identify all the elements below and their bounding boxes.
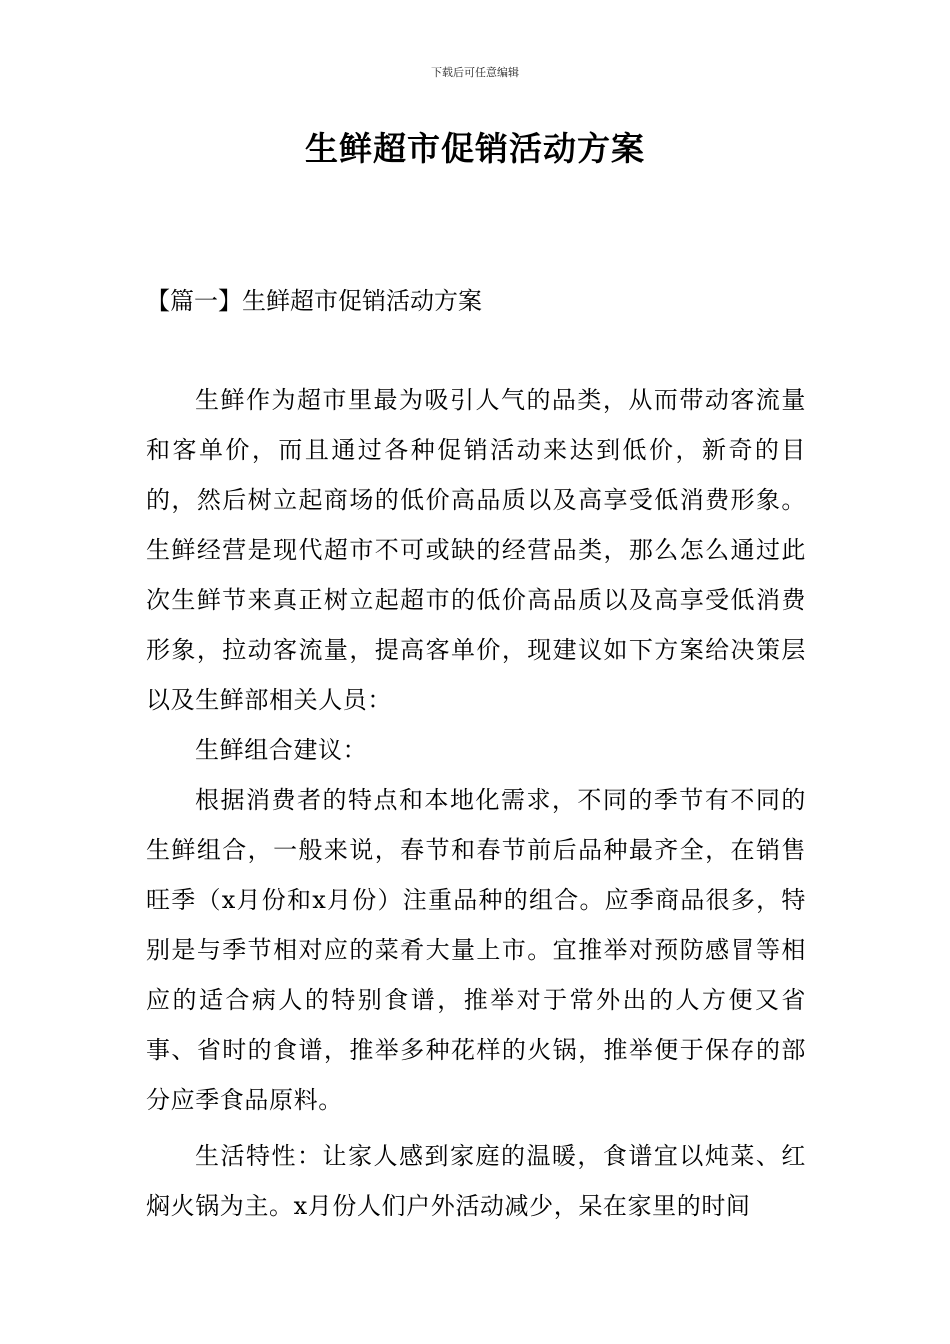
section-heading: 【篇一】生鲜超市促销活动方案 [146,287,482,315]
paragraph-intro: 生鲜作为超市里最为吸引人气的品类，从而带动客流量和客单价，而且通过各种促销活动来达到低价，新奇的目的，然后树立起商场的低价高品质以及高享受低消费形象。生鲜经营是现代超市不可或缺的经营品类，那么怎么通过此次生鲜节来真正树立起超市的低价高品质以及高享受低消费形象，拉动客流量，提高客单价，现建议如下方案给决策层以及生鲜部相关人员： [146,386,806,714]
paragraph-lifestyle: 生活特性：让家人感到家庭的温暖，食谱宜以炖菜、红焖火锅为主。x月份人们户外活动减少，呆在家里的时间 [146,1142,806,1220]
document-title: 生鲜超市促销活动方案 [305,129,645,168]
paragraph-combination-detail: 根据消费者的特点和本地化需求，不同的季节有不同的生鲜组合，一般来说，春节和春节前后品种最齐全，在销售旺季（x月份和x月份）注重品种的组合。应季商品很多，特别是与季节相对应的菜肴大量上市。宜推举对预防感冒等相应的适合病人的特别食谱，推举对于常外出的人方便又省事、省时的食谱，推举多种花样的火锅，推举便于保存的部分应季食品原料。 [146,786,806,1114]
header-note: 下载后可任意编辑 [431,66,519,79]
paragraph-combination-heading: 生鲜组合建议： [195,736,368,764]
body-text [146,375,806,1231]
